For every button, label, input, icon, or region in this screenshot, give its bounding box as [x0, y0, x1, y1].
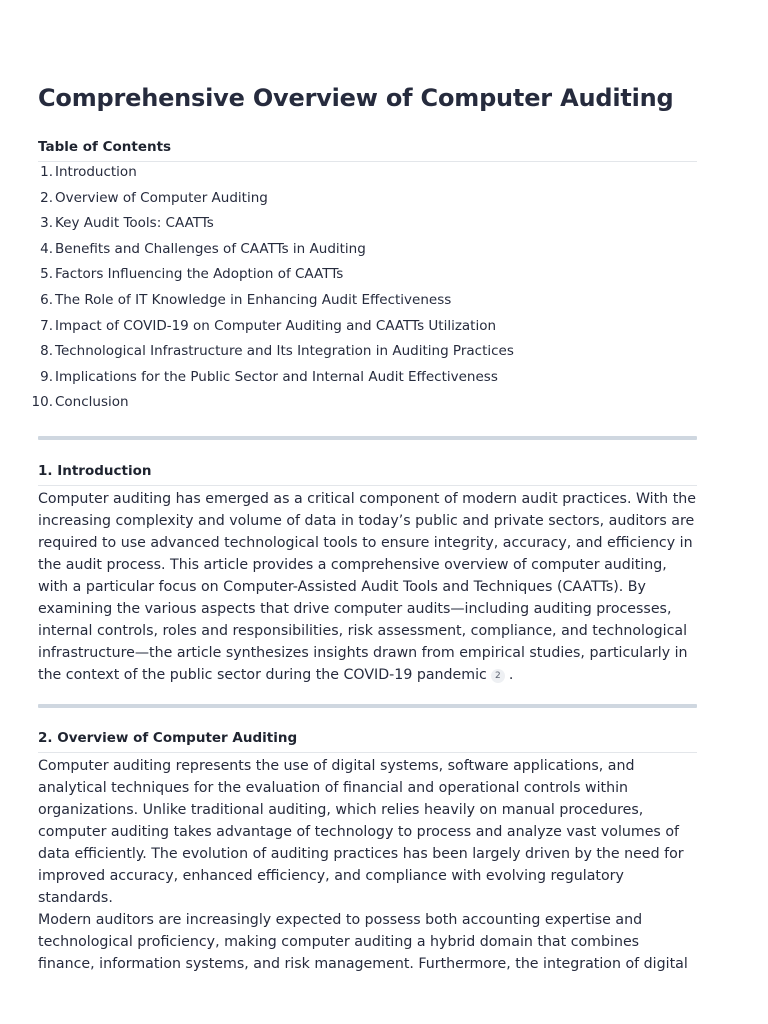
toc-item-label[interactable]: Key Audit Tools: CAATTs — [55, 215, 214, 232]
toc-item-number: 6. — [40, 291, 53, 308]
section-divider — [38, 704, 697, 708]
toc-item-it-knowledge[interactable] — [38, 290, 697, 316]
document-title: Comprehensive Overview of Computer Auditing — [38, 84, 674, 112]
toc-item-conclusion[interactable] — [31, 392, 697, 418]
toc-item-key-audit-tools[interactable] — [38, 213, 697, 239]
toc-item-label[interactable]: The Role of IT Knowledge in Enhancing Audit Effectiveness — [55, 291, 452, 308]
toc-item-label[interactable]: Technological Infrastructure and Its Integration in Auditing Practices — [55, 343, 514, 360]
toc-item-covid-impact[interactable] — [38, 316, 697, 342]
section-paragraph — [38, 486, 697, 686]
toc-item-benefits-challenges[interactable] — [38, 239, 697, 265]
toc-item-label[interactable]: Factors Influencing the Adoption of CAATTs — [55, 266, 344, 283]
toc-item-number: 1. — [40, 164, 53, 180]
toc-list — [31, 162, 697, 418]
toc-item-number: 7. — [40, 317, 53, 334]
section-overview — [38, 728, 697, 975]
toc-item-label[interactable]: Benefits and Challenges of CAATTs in Auditing — [55, 240, 366, 257]
section-heading: 1. Introduction — [38, 463, 152, 479]
toc-item-number: 3. — [40, 215, 53, 232]
toc-item-label[interactable]: Overview of Computer Auditing — [55, 189, 268, 206]
section-paragraph: Modern auditors are increasingly expected to possess both accounting expertise and technological proficiency, making computer auditing a hybrid domain that combines finance, information systems, and risk management. Furthermore, the integration of digital — [38, 912, 688, 972]
toc-item-label[interactable]: Conclusion — [55, 394, 129, 411]
toc-item-number: 9. — [40, 368, 53, 385]
paragraph-text: Computer auditing has emerged as a critical component of modern audit practices. With the increasing complexity and volume of data in today’s public and private sectors, auditors are required to use advanced technological tools to ensure integrity, accuracy, and efficiency in the audit process. This article provides a comprehensive overview of computer auditing, with a particular focus on Computer-Assisted Audit Tools and Techniques (CAATTs). By examining the various aspects that drive computer audits—including auditing processes, internal controls, roles and responsibilities, risk assessment, compliance, and technological infrastructure—the article synthesizes insights drawn from empirical studies, particularly in the context of the public sector during the COVID-19 pandemic — [38, 491, 696, 683]
section-divider — [38, 436, 697, 440]
table-of-contents — [31, 137, 697, 418]
toc-item-label[interactable]: Implications for the Public Sector and Internal Audit Effectiveness — [55, 368, 498, 385]
citation-badge[interactable]: 2 — [491, 669, 505, 683]
toc-item-label[interactable]: Impact of COVID-19 on Computer Auditing and CAATTs Utilization — [55, 317, 497, 334]
toc-item-introduction[interactable] — [38, 162, 697, 188]
toc-item-adoption-factors[interactable] — [38, 264, 697, 290]
toc-item-public-sector[interactable] — [38, 367, 697, 393]
toc-item-number: 8. — [40, 343, 53, 360]
toc-item-number: 2. — [40, 189, 53, 206]
toc-item-number: 5. — [40, 266, 53, 283]
section-heading: 2. Overview of Computer Auditing — [38, 730, 298, 746]
toc-item-number: 10. — [31, 394, 53, 411]
paragraph-tail: . — [508, 667, 514, 683]
toc-heading: Table of Contents — [38, 139, 172, 155]
toc-item-overview[interactable] — [38, 188, 697, 214]
toc-item-label[interactable]: Introduction — [55, 164, 137, 180]
toc-item-number: 4. — [40, 240, 53, 257]
section-introduction — [38, 461, 697, 686]
section-paragraph: Computer auditing represents the use of digital systems, software applications, and analytical techniques for the evaluation of financial and operational controls within organizations. Unlike traditional auditing, which relies heavily on manual procedures, computer auditing takes advantage of technology to process and analyze vast volumes of data efficiently. The evolution of auditing practices has been largely driven by the need for improved accuracy, enhanced efficiency, and compliance with evolving regulatory standards. — [38, 758, 684, 906]
toc-item-infrastructure[interactable] — [38, 341, 697, 367]
